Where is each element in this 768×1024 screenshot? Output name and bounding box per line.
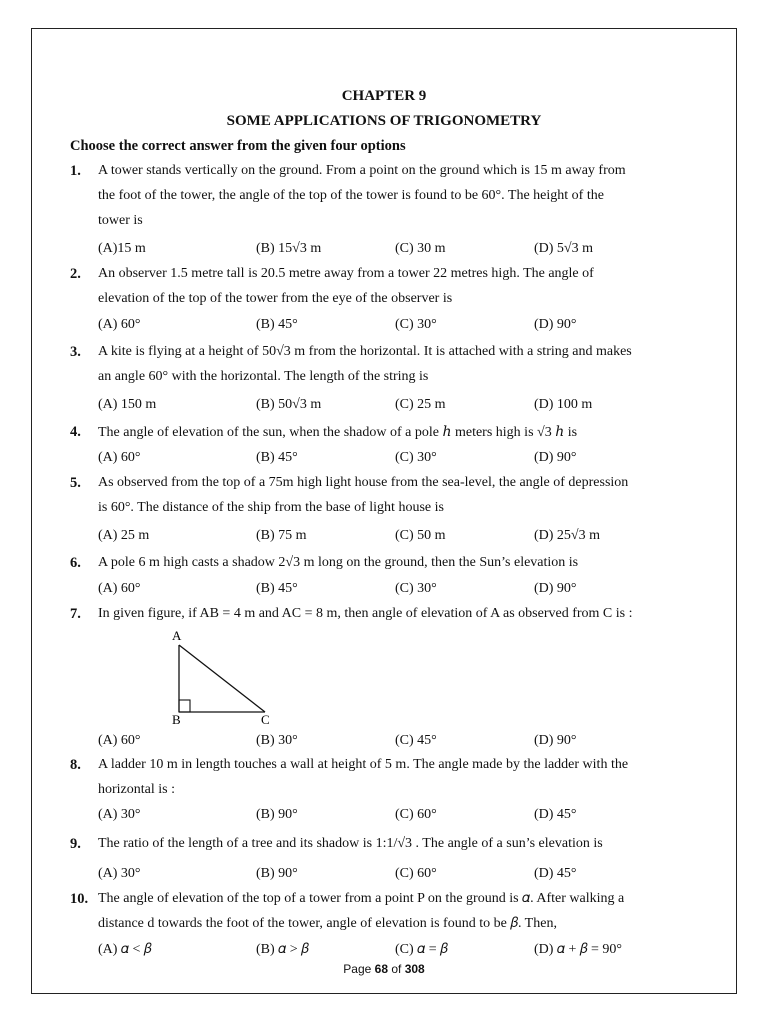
option-d: (D) 90° <box>534 317 577 332</box>
question-number: 9. <box>70 836 81 852</box>
question-text: tower is <box>98 213 143 228</box>
option-d: (D) 45° <box>534 866 577 881</box>
option-c: (C) 30° <box>395 317 437 332</box>
question-text: The ratio of the length of a tree and its shadow is 1:1/√3 . The angle of a sun’s elevation is <box>98 836 603 851</box>
footer-prefix: Page <box>343 962 372 976</box>
chapter-number: CHAPTER 9 <box>341 88 427 104</box>
question-text: elevation of the top of the tower from the eye of the observer is <box>98 291 453 306</box>
option-a: (A) 𝛼 < 𝛽 <box>98 942 152 957</box>
option-a: (A) 150 m <box>98 397 157 412</box>
option-c: (C) 50 m <box>395 528 446 543</box>
option-c: (C) 30° <box>395 581 437 596</box>
question-number: 5. <box>70 475 81 491</box>
footer-of: of <box>391 962 402 976</box>
footer-total-pages: 308 <box>404 962 425 976</box>
question-number: 3. <box>70 344 81 360</box>
question-number: 10. <box>70 891 89 907</box>
option-a: (A) 60° <box>98 317 141 332</box>
page-footer <box>0 962 768 976</box>
option-d: (D) 45° <box>534 807 577 822</box>
question-number: 7. <box>70 606 81 622</box>
option-b: (B) 50√3 m <box>256 397 322 412</box>
right-angle-marker <box>179 700 190 712</box>
option-d: (D) 90° <box>534 733 577 748</box>
option-a: (A) 30° <box>98 866 141 881</box>
option-a: (A) 30° <box>98 807 141 822</box>
question-text: In given figure, if AB = 4 m and AC = 8 m, then angle of elevation of A as observed from C is : <box>98 606 633 621</box>
option-c: (C) 30 m <box>395 241 446 256</box>
label-a: A <box>172 628 182 643</box>
option-a: (A) 25 m <box>98 528 150 543</box>
question-number: 6. <box>70 555 81 571</box>
option-c: (C) 30° <box>395 450 437 465</box>
option-b: (B) 75 m <box>256 528 307 543</box>
option-b: (B) 90° <box>256 866 298 881</box>
footer-page-number: 68 <box>374 962 388 976</box>
option-c: (C) 60° <box>395 866 437 881</box>
option-d: (D) 90° <box>534 450 577 465</box>
label-b: B <box>172 712 181 726</box>
question-text: is 60°. The distance of the ship from the base of light house is <box>98 500 444 515</box>
option-a: (A)15 m <box>98 241 146 256</box>
question-text: The angle of elevation of the top of a tower from a point P on the ground is 𝛼. After walking a <box>98 891 625 906</box>
question-number: 2. <box>70 266 81 282</box>
option-b: (B) 45° <box>256 581 298 596</box>
question-text: An observer 1.5 metre tall is 20.5 metre away from a tower 22 metres high. The angle of <box>98 266 594 281</box>
question-number: 4. <box>70 424 81 440</box>
question-text: A tower stands vertically on the ground. From a point on the ground which is 15 m away from <box>98 163 626 178</box>
question-text: As observed from the top of a 75m high light house from the sea-level, the angle of depression <box>98 475 629 490</box>
question-number: 1. <box>70 163 81 179</box>
option-b: (B) 𝛼 > 𝛽 <box>256 942 309 957</box>
option-d: (D) 25√3 m <box>534 528 601 543</box>
question-text: the foot of the tower, the angle of the top of the tower is found to be 60°. The height of the <box>98 188 604 203</box>
option-a: (A) 60° <box>98 450 141 465</box>
right-triangle-figure <box>168 628 278 726</box>
option-b: (B) 45° <box>256 450 298 465</box>
question-number: 8. <box>70 757 81 773</box>
chapter-title: SOME APPLICATIONS OF TRIGONOMETRY <box>226 113 542 129</box>
question-text: an angle 60° with the horizontal. The length of the string is <box>98 369 429 384</box>
side-ac <box>179 645 265 712</box>
option-b: (B) 15√3 m <box>256 241 322 256</box>
question-text: The angle of elevation of the sun, when the shadow of a pole ℎ meters high is √3 ℎ is <box>98 425 578 440</box>
question-text: A pole 6 m high casts a shadow 2√3 m long on the ground, then the Sun’s elevation is <box>98 555 579 570</box>
option-c: (C) 25 m <box>395 397 446 412</box>
question-text: horizontal is : <box>98 782 175 797</box>
option-a: (A) 60° <box>98 581 141 596</box>
option-c: (C) 𝛼 = 𝛽 <box>395 942 448 957</box>
option-c: (C) 45° <box>395 733 437 748</box>
instruction: Choose the correct answer from the given four options <box>70 138 406 154</box>
option-c: (C) 60° <box>395 807 437 822</box>
option-d: (D) 90° <box>534 581 577 596</box>
option-b: (B) 90° <box>256 807 298 822</box>
question-text: A ladder 10 m in length touches a wall at height of 5 m. The angle made by the ladder with the <box>98 757 629 772</box>
option-d: (D) 𝛼 + 𝛽 = 90° <box>534 942 623 957</box>
question-text: distance d towards the foot of the tower, angle of elevation is found to be 𝛽. Then, <box>98 916 557 931</box>
question-text: A kite is flying at a height of 50√3 m from the horizontal. It is attached with a string and makes <box>98 344 632 359</box>
option-a: (A) 60° <box>98 733 141 748</box>
option-b: (B) 45° <box>256 317 298 332</box>
option-d: (D) 5√3 m <box>534 241 594 256</box>
label-c: C <box>261 712 270 726</box>
option-d: (D) 100 m <box>534 397 593 412</box>
option-b: (B) 30° <box>256 733 298 748</box>
